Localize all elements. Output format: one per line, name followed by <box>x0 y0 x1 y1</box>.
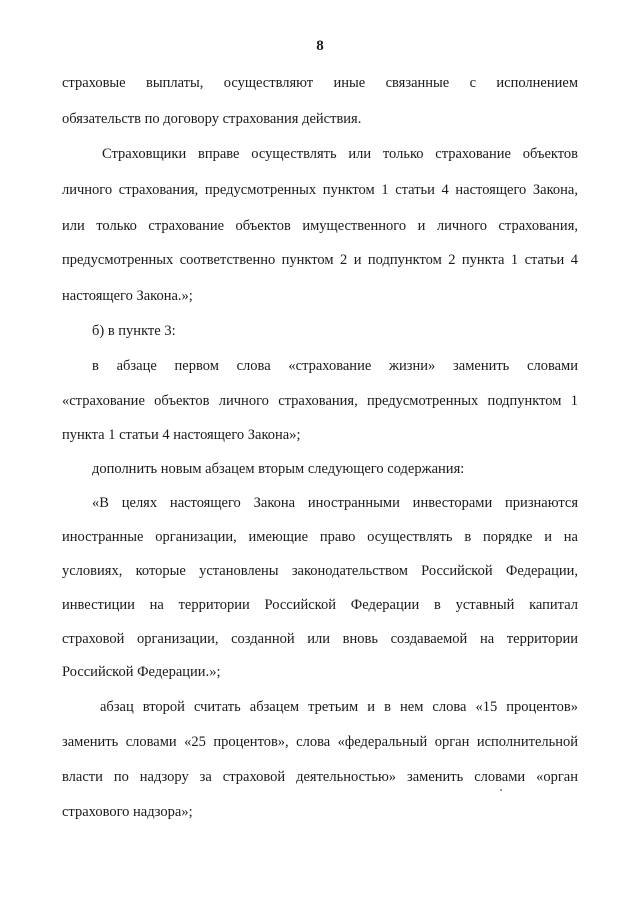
text-line: или только страхование объектов имущественного и личного страхования, <box>62 218 578 234</box>
text-line: иностранные организации, имеющие право осуществлять в порядке и на <box>62 529 578 545</box>
text-line: абзац второй считать абзацем третьим и в нем слова «15 процентов» <box>100 699 578 715</box>
text-line: страховой организации, созданной или вновь создаваемой на территории <box>62 631 578 647</box>
text-line: Страховщики вправе осуществлять или только страхование объектов <box>102 146 578 162</box>
text-line: заменить словами «25 процентов», слова «федеральный орган исполнительной <box>62 734 578 750</box>
text-line: в абзаце первом слова «страхование жизни» заменить словами <box>92 358 578 374</box>
text-line: инвестиции на территории Российской Федерации в уставный капитал <box>62 597 578 613</box>
text-line: личного страхования, предусмотренных пунктом 1 статьи 4 настоящего Закона, <box>62 182 578 198</box>
text-line: Российской Федерации.»; <box>62 664 221 680</box>
text-line: дополнить новым абзацем вторым следующего содержания: <box>92 461 465 477</box>
text-line: «В целях настоящего Закона иностранными инвесторами признаются <box>92 495 578 511</box>
page-number: 8 <box>316 38 324 54</box>
text-line: предусмотренных соответственно пунктом 2 и подпунктом 2 пункта 1 статьи 4 <box>62 252 578 268</box>
text-line: настоящего Закона.»; <box>62 288 193 304</box>
text-line: «страхование объектов личного страхования, предусмотренных подпунктом 1 <box>62 393 578 409</box>
text-line: страхового надзора»; <box>62 804 193 820</box>
text-line: власти по надзору за страховой деятельностью» заменить словами «орган <box>62 769 578 785</box>
text-line: пункта 1 статьи 4 настоящего Закона»; <box>62 427 301 443</box>
text-line: б) в пункте 3: <box>92 323 176 339</box>
scan-speck <box>500 789 502 791</box>
text-line: страховые выплаты, осуществляют иные связанные с исполнением <box>62 75 578 91</box>
text-line: обязательств по договору страхования действия. <box>62 111 362 127</box>
text-line: условиях, которые установлены законодательством Российской Федерации, <box>62 563 578 579</box>
